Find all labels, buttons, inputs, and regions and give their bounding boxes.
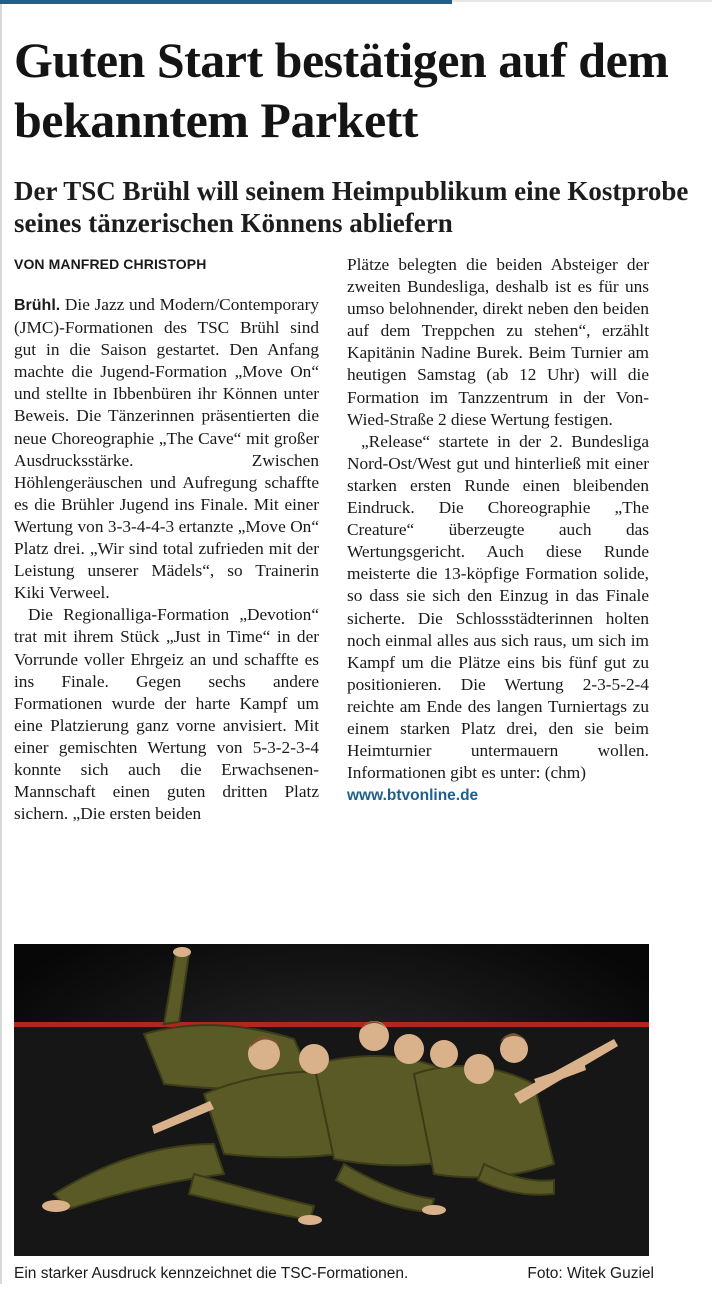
dancer-head [430,1040,458,1068]
dancer-head [500,1035,528,1063]
caption-text: Ein starker Ausdruck kennzeichnet die TSC-Formationen. [14,1265,409,1282]
dancer-head [464,1054,494,1084]
paragraph-lead-text: Die Jazz und Modern/Contemporary (JMC)-Formationen des TSC Brühl sind gut in die Saison gestartet. Den Anfang machte die Jugend-Formation „Move On“ und stellte in Ibbenbüren ihr Können unter Beweis. Die Tänzerinnen präsentierten die neue Choreographie „The Cave“ mit großer Ausdrucksstärke. Zwischen Höhlengeräuschen und Aufregung schaffte es die Brühler Jugend ins Finale. Mit einer Wertung von 3-3-4-4-3 ertanzte „Move On“ Platz drei. „Wir sind total zufrieden mit der Leistung unserer Mädels“, so Trainerin Kiki Verweel. [14,295,319,603]
photo-credit: Foto: Witek Guziel [527,1265,654,1282]
photo-caption [14,1264,654,1286]
foot [422,1205,446,1215]
stage-line [14,1022,649,1027]
article-column-left [14,294,319,825]
headline: Guten Start bestätigen auf dem bekanntem Parkett [14,32,669,148]
page-edge-rule [0,4,2,1284]
foot [298,1215,322,1225]
subheadline: Der TSC Brühl will seinem Heimpublikum eine Kostprobe seines tänzerischen Könnens abliefern [14,176,689,238]
dateline: Brühl. [14,297,61,314]
paragraph: Die Regionalliga-Formation „Devotion“ trat mit ihrem Stück „Just in Time“ in der Vorrunde voller Ehrgeiz an und schaffte es ins Finale. Gegen sechs andere Formationen wurde der harte Kampf um eine Platzierung ganz vorne anvisiert. Mit einer gemischten Wertung von 5-3-2-3-4 konnte sich auch die Erwachsenen-Mannschaft einen guten dritten Platz sichern. „Die ersten beiden [14,605,319,824]
paragraph: „Release“ startete in der 2. Bundesliga Nord-Ost/West gut und hinterließ mit einer starken ersten Runde einen bleibenden Eindruck. Die Choreographie „The Creature“ überzeugte auch das Wertungsgericht. Auch diese Runde meisterte die 13-köpfige Formation solide, so dass sie sich den Einzug in das Finale sicherte. Die Schlossstädterinnen holten noch einmal alles aus sich raus, um sich im Kampf um die Plätze eins bis fünf gut zu positionieren. Die Wertung 2-3-5-2-4 reichte am Ende des langen Turniertags zu einem starken Platz drei, den sie beim Heimturnier untermauern wollen. Informationen gibt es unter: (chm) [347,431,649,783]
article-column-right [347,254,649,807]
dancers-illustration [14,944,649,1256]
foot [173,947,191,957]
top-rule [452,0,712,2]
dancer-head [394,1034,424,1064]
paragraph-lead [14,294,319,604]
top-accent-bar [0,0,452,4]
byline: VON MANFRED CHRISTOPH [14,256,207,272]
foot [42,1200,70,1212]
dance-photo [14,944,649,1256]
dancer-head [299,1044,329,1074]
paragraph: Plätze belegten die beiden Absteiger der zweiten Bundesliga, deshalb ist es für uns umso belohnender, direkt neben den beiden auf dem Treppchen zu stehen“, erzählt Kapitänin Nadine Burek. Beim Turnier am heutigen Samstag (ab 12 Uhr) will die Formation im Tanzzentrum in der Von-Wied-Straße 2 diese Wertung festigen. [347,255,649,429]
website-link[interactable]: www.btvonline.de [347,787,479,805]
